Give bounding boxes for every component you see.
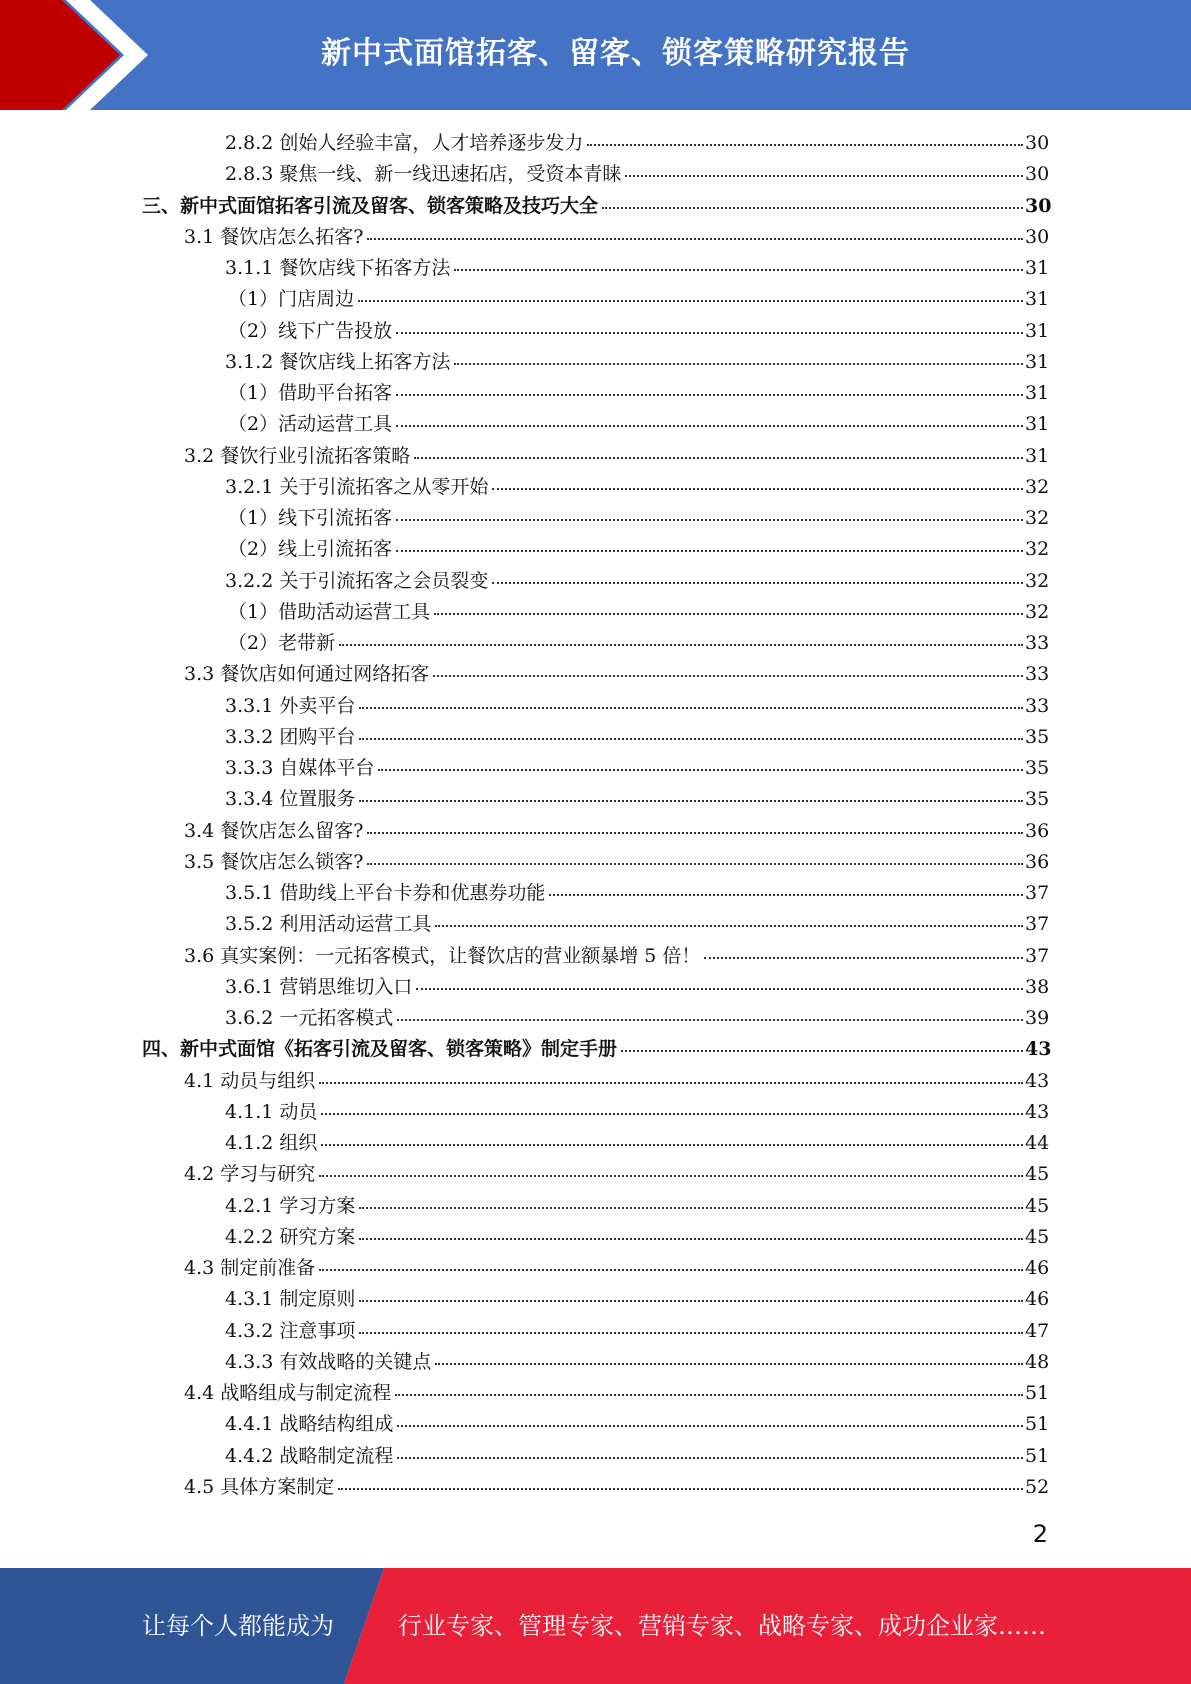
toc-entry-label: 3.5.2 利用活动运营工具: [225, 913, 432, 936]
toc-entry-label: 3.1.2 餐饮店线上拓客方法: [225, 350, 451, 373]
toc-entry[interactable]: [0, 1409, 1191, 1440]
toc-dot-leader: [359, 1300, 1023, 1302]
toc-entry-label: 4.3.1 制定原则: [225, 1288, 356, 1311]
toc-entry-label: 4.4.2 战略制定流程: [225, 1444, 394, 1467]
toc-entry[interactable]: [0, 1284, 1191, 1315]
toc-entry[interactable]: [0, 222, 1191, 253]
toc-entry[interactable]: [0, 941, 1191, 972]
toc-entry-page: 35: [1025, 757, 1050, 779]
toc-entry[interactable]: [0, 1378, 1191, 1409]
toc-dot-leader: [359, 1238, 1023, 1240]
toc-dot-leader: [367, 863, 1023, 865]
toc-entry-page: 44: [1025, 1132, 1050, 1154]
toc-entry[interactable]: [0, 503, 1191, 534]
toc-dot-leader: [396, 394, 1023, 396]
toc-entry-page: 43: [1025, 1100, 1050, 1123]
toc-entry[interactable]: [0, 909, 1191, 940]
toc-entry-label: 2.8.3 聚焦一线、新一线迅速拓店，受资本青睐: [225, 163, 622, 186]
toc-dot-leader: [358, 300, 1023, 302]
toc-entry-page: 37: [1025, 913, 1050, 936]
table-of-contents: [0, 128, 1191, 1503]
toc-entry-label: 3.6.1 营销思维切入口: [225, 975, 413, 998]
toc-dot-leader: [704, 957, 1023, 959]
toc-entry-label: 4.2 学习与研究: [184, 1163, 316, 1186]
toc-entry[interactable]: [0, 441, 1191, 472]
toc-entry-label: 4.4 战略组成与制定流程: [184, 1382, 392, 1404]
toc-entry-page: 33: [1025, 694, 1050, 717]
toc-entry-page: 31: [1025, 319, 1050, 342]
toc-entry-page: 39: [1025, 1007, 1050, 1029]
toc-dot-leader: [359, 738, 1023, 740]
footer-slogan-right: 行业专家、管理专家、营销专家、战略专家、成功企业家……: [398, 1612, 1046, 1640]
toc-entry[interactable]: [0, 316, 1191, 347]
toc-dot-leader: [321, 1144, 1023, 1146]
toc-entry-page: 43: [1025, 1038, 1052, 1061]
toc-entry-page: 45: [1025, 1194, 1050, 1217]
toc-entry[interactable]: [0, 1316, 1191, 1347]
toc-dot-leader: [397, 1019, 1023, 1021]
toc-entry-label: 3.1 餐饮店怎么拓客?: [184, 225, 364, 248]
toc-entry-label: 4.3 制定前准备: [184, 1257, 316, 1279]
toc-dot-leader: [492, 582, 1023, 584]
toc-dot-leader: [602, 207, 1023, 209]
toc-entry[interactable]: [0, 878, 1191, 909]
toc-entry-page: 38: [1025, 975, 1050, 998]
toc-entry-page: 51: [1025, 1382, 1050, 1404]
toc-entry-label: （1）门店周边: [228, 288, 355, 311]
toc-entry-page: 32: [1025, 538, 1050, 561]
toc-dot-leader: [378, 769, 1023, 771]
toc-dot-leader: [319, 1175, 1023, 1177]
toc-dot-leader: [359, 800, 1023, 802]
toc-entry-page: 37: [1025, 944, 1050, 967]
toc-dot-leader: [396, 519, 1023, 521]
toc-entry[interactable]: [0, 784, 1191, 815]
toc-dot-leader: [454, 269, 1023, 271]
toc-entry[interactable]: [0, 1191, 1191, 1222]
toc-dot-leader: [396, 550, 1023, 552]
toc-entry[interactable]: [0, 1441, 1191, 1472]
toc-entry-page: 31: [1025, 288, 1050, 311]
toc-entry-label: （2）线下广告投放: [228, 319, 393, 342]
toc-entry[interactable]: [0, 347, 1191, 378]
toc-entry[interactable]: [0, 253, 1191, 284]
toc-entry-label: 3.6 真实案例：一元拓客模式，让餐饮店的营业额暴增 5 倍！: [184, 944, 701, 967]
toc-entry-label: 3.1.1 餐饮店线下拓客方法: [225, 257, 451, 279]
toc-entry-label: 四、新中式面馆《拓客引流及留客、锁客策略》制定手册: [142, 1038, 618, 1061]
toc-entry-label: 4.4.1 战略结构组成: [225, 1413, 394, 1436]
toc-entry-label: 2.8.2 创始人经验丰富，人才培养逐步发力: [225, 132, 584, 154]
toc-entry[interactable]: [0, 1347, 1191, 1378]
toc-entry-label: （1）借助活动运营工具: [228, 600, 431, 623]
toc-entry[interactable]: [0, 409, 1191, 440]
toc-entry-page: 32: [1025, 507, 1050, 529]
toc-entry-label: 3.3.1 外卖平台: [225, 694, 356, 717]
toc-entry-page: 35: [1025, 788, 1050, 811]
toc-dot-leader: [621, 1050, 1023, 1052]
toc-entry-page: 30: [1025, 225, 1050, 248]
toc-dot-leader: [435, 925, 1023, 927]
toc-entry-page: 31: [1025, 350, 1050, 373]
toc-entry[interactable]: [0, 597, 1191, 628]
toc-dot-leader: [434, 613, 1023, 615]
toc-entry-page: 37: [1025, 882, 1050, 904]
toc-entry-page: 33: [1025, 663, 1050, 686]
toc-entry-page: 52: [1025, 1475, 1050, 1498]
toc-dot-leader: [397, 1457, 1023, 1459]
toc-entry-page: 30: [1025, 194, 1052, 217]
toc-dot-leader: [625, 175, 1023, 177]
toc-entry-label: （1）借助平台拓客: [228, 382, 393, 404]
toc-entry-label: 4.2.1 学习方案: [225, 1194, 356, 1217]
toc-dot-leader: [414, 457, 1023, 459]
toc-entry[interactable]: [0, 1066, 1191, 1097]
toc-entry[interactable]: [0, 1253, 1191, 1284]
toc-entry-label: 三、新中式面馆拓客引流及留客、锁客策略及技巧大全: [142, 194, 599, 217]
toc-entry[interactable]: [0, 1159, 1191, 1190]
toc-entry[interactable]: [0, 972, 1191, 1003]
toc-dot-leader: [435, 1363, 1023, 1365]
toc-entry[interactable]: [0, 472, 1191, 503]
toc-entry-label: 3.5 餐饮店怎么锁客?: [184, 850, 364, 873]
toc-dot-leader: [367, 238, 1023, 240]
toc-entry-label: 4.1.1 动员: [225, 1100, 318, 1123]
toc-entry-label: （1）线下引流拓客: [228, 507, 393, 529]
page-footer: [0, 1568, 1191, 1684]
toc-dot-leader: [359, 707, 1023, 709]
toc-entry-page: 36: [1025, 850, 1050, 873]
toc-entry[interactable]: [0, 1097, 1191, 1128]
document-title: 新中式面馆拓客、留客、锁客策略研究报告: [321, 36, 910, 71]
toc-entry-label: （2）活动运营工具: [228, 413, 393, 436]
toc-dot-leader: [587, 144, 1023, 146]
toc-entry-label: 4.5 具体方案制定: [184, 1475, 335, 1498]
toc-entry-page: 36: [1025, 819, 1050, 842]
toc-entry-page: 47: [1025, 1319, 1050, 1342]
page-number: 2: [1032, 1520, 1048, 1548]
toc-dot-leader: [321, 1113, 1023, 1115]
toc-entry-page: 46: [1025, 1288, 1050, 1311]
toc-entry[interactable]: [0, 628, 1191, 659]
toc-entry-label: （2）老带新: [228, 632, 336, 654]
toc-entry[interactable]: [0, 128, 1191, 159]
toc-entry-label: （2）线上引流拓客: [228, 538, 393, 561]
toc-dot-leader: [367, 832, 1023, 834]
toc-entry[interactable]: [0, 534, 1191, 565]
toc-dot-leader: [319, 1082, 1023, 1084]
toc-entry[interactable]: [0, 1472, 1191, 1503]
toc-entry-page: 51: [1025, 1413, 1050, 1436]
toc-entry-page: 45: [1025, 1163, 1050, 1186]
toc-entry-page: 48: [1025, 1350, 1050, 1373]
toc-entry-label: 3.2.1 关于引流拓客之从零开始: [225, 475, 489, 498]
toc-entry-label: 4.3.3 有效战略的关键点: [225, 1350, 432, 1373]
toc-entry-page: 46: [1025, 1257, 1050, 1279]
toc-dot-leader: [319, 1269, 1023, 1271]
toc-dot-leader: [395, 1394, 1023, 1396]
toc-dot-leader: [396, 425, 1023, 427]
toc-dot-leader: [359, 1207, 1023, 1209]
toc-entry-page: 51: [1025, 1444, 1050, 1467]
toc-entry[interactable]: [0, 1003, 1191, 1034]
toc-entry-page: 35: [1025, 725, 1050, 748]
toc-entry-page: 43: [1025, 1069, 1050, 1092]
footer-slogan-left: 让每个人都能成为: [142, 1612, 334, 1640]
toc-entry-page: 31: [1025, 382, 1050, 404]
toc-entry-page: 30: [1025, 163, 1050, 186]
toc-entry-page: 32: [1025, 475, 1050, 498]
toc-entry-label: 3.2.2 关于引流拓客之会员裂变: [225, 569, 489, 592]
toc-entry[interactable]: [0, 191, 1191, 222]
toc-entry[interactable]: [0, 1128, 1191, 1159]
toc-dot-leader: [397, 1425, 1023, 1427]
toc-entry[interactable]: [0, 659, 1191, 690]
toc-entry[interactable]: [0, 566, 1191, 597]
toc-entry-label: 3.3 餐饮店如何通过网络拓客: [184, 663, 430, 686]
toc-entry-label: 3.2 餐饮行业引流拓客策略: [184, 444, 411, 467]
toc-entry-page: 31: [1025, 257, 1050, 279]
toc-entry-label: 3.3.3 自媒体平台: [225, 757, 375, 779]
toc-entry-label: 4.2.2 研究方案: [225, 1225, 356, 1248]
toc-entry[interactable]: [0, 159, 1191, 190]
toc-entry[interactable]: [0, 847, 1191, 878]
toc-entry[interactable]: [0, 1222, 1191, 1253]
toc-entry[interactable]: [0, 753, 1191, 784]
toc-entry-label: 4.1.2 组织: [225, 1132, 318, 1154]
toc-dot-leader: [549, 894, 1023, 896]
toc-dot-leader: [338, 1488, 1023, 1490]
toc-entry-label: 3.6.2 一元拓客模式: [225, 1007, 394, 1029]
toc-entry-page: 30: [1025, 132, 1050, 154]
toc-dot-leader: [396, 332, 1023, 334]
toc-dot-leader: [492, 488, 1023, 490]
toc-dot-leader: [416, 988, 1023, 990]
toc-entry[interactable]: [0, 284, 1191, 315]
toc-entry-page: 31: [1025, 413, 1050, 436]
toc-entry[interactable]: [0, 691, 1191, 722]
toc-entry-label: 3.3.4 位置服务: [225, 788, 356, 811]
toc-entry[interactable]: [0, 816, 1191, 847]
toc-entry-label: 3.4 餐饮店怎么留客?: [184, 819, 364, 842]
toc-dot-leader: [359, 1332, 1023, 1334]
toc-entry-page: 45: [1025, 1225, 1050, 1248]
toc-entry[interactable]: [0, 722, 1191, 753]
toc-dot-leader: [454, 363, 1023, 365]
toc-dot-leader: [433, 675, 1023, 677]
toc-entry-page: 32: [1025, 569, 1050, 592]
toc-entry-label: 3.3.2 团购平台: [225, 725, 356, 748]
toc-entry-label: 3.5.1 借助线上平台卡券和优惠券功能: [225, 882, 546, 904]
page-header: [0, 0, 1191, 110]
toc-entry[interactable]: [0, 378, 1191, 409]
toc-entry-page: 32: [1025, 600, 1050, 623]
toc-entry[interactable]: [0, 1034, 1191, 1065]
toc-entry-label: 4.3.2 注意事项: [225, 1319, 356, 1342]
toc-dot-leader: [339, 644, 1023, 646]
toc-entry-page: 33: [1025, 632, 1050, 654]
toc-entry-page: 31: [1025, 444, 1050, 467]
toc-entry-label: 4.1 动员与组织: [184, 1069, 316, 1092]
